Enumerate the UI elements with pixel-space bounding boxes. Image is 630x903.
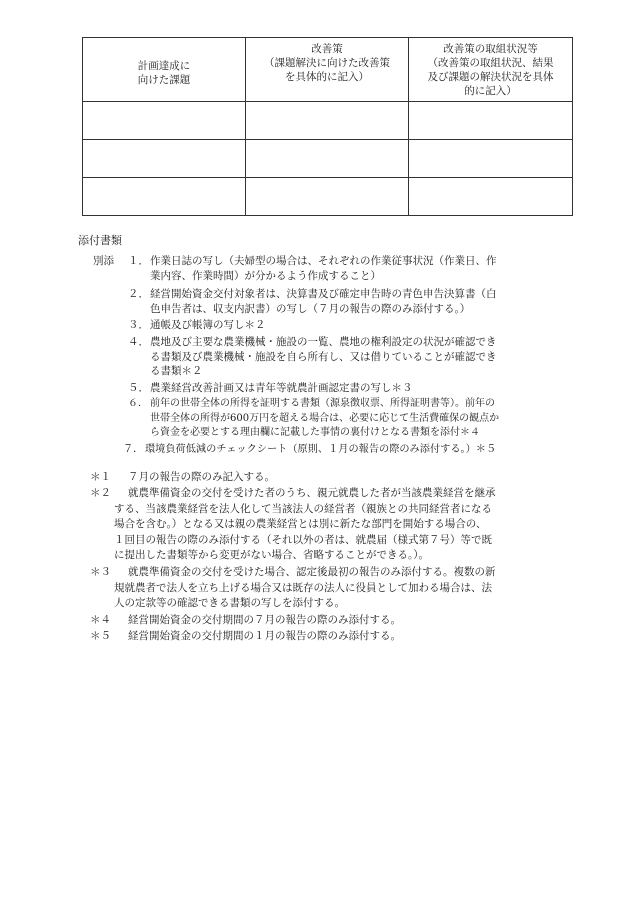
footnote-line: に提出した書類等から変更がない場合、省略することができる。）。 bbox=[114, 549, 429, 561]
table-cell[interactable] bbox=[246, 140, 409, 178]
attachment-line: ら資金を必要とする理由欄に記載した事情の裏付けとなる書類を添付＊４ bbox=[150, 427, 480, 438]
header-improvement bbox=[246, 38, 409, 102]
attachments-heading: 添付書類 bbox=[78, 234, 122, 247]
table-row bbox=[83, 178, 573, 216]
attachment-number: １． bbox=[128, 255, 149, 267]
table-cell[interactable] bbox=[246, 102, 409, 140]
attachment-line: 経営開始資金交付対象者は、決算書及び確定申告時の青色申告決算書（白 bbox=[150, 288, 497, 300]
table-row bbox=[83, 140, 573, 178]
footnote-mark: ＊１ bbox=[90, 471, 111, 483]
attachment-line: 環境負荷低減のチェックシート（原則、１月の報告の際のみ添付する。）＊５ bbox=[145, 444, 497, 455]
header-line: 及び課題の解決状況を具体 bbox=[427, 71, 554, 83]
header-line: 計画達成に bbox=[137, 59, 191, 72]
footnote-mark: ＊２ bbox=[90, 487, 111, 499]
table-cell[interactable] bbox=[409, 178, 573, 216]
footnote-line: する、当該農業経営を法人化して当該法人の経営者（親族との共同経営者になる bbox=[114, 502, 492, 515]
header-line: 改善策 bbox=[311, 43, 343, 55]
table-header-row bbox=[83, 38, 573, 102]
header-issues bbox=[83, 38, 246, 102]
table-cell[interactable] bbox=[83, 102, 246, 140]
attachment-number: ３． bbox=[128, 319, 149, 331]
improvement-plan-table bbox=[82, 37, 573, 216]
attachment-line: 前年の世帯全体の所得を証明する書類（源泉徴収票、所得証明書等）。前年の bbox=[150, 398, 495, 409]
attachment-line: 通帳及び帳簿の写し＊２ bbox=[150, 319, 266, 331]
attachment-line: 農業経営改善計画又は青年等就農計画認定書の写し＊３ bbox=[150, 382, 413, 394]
footnote-line: ７月の報告の際のみ記入する。 bbox=[128, 471, 275, 483]
attachment-line: 色申告者は、収支内訳書）の写し（７月の報告の際のみ添付する。） bbox=[150, 302, 471, 315]
header-line: （課題解決に向けた改善策 bbox=[264, 57, 390, 69]
header-line: を具体的に記入） bbox=[285, 71, 369, 83]
footnote-line: １回目の報告の際のみ添付する（それ以外の者は、就農届（様式第７号）等で既 bbox=[114, 533, 492, 546]
header-line: （改善策の取組状況、結果 bbox=[427, 57, 554, 69]
footnote-line: 就農準備資金の交付を受けた者のうち、親元就農した者が当該農業経営を継承 bbox=[128, 487, 496, 499]
table-cell[interactable] bbox=[409, 140, 573, 178]
footnote-line: 就農準備資金の交付を受けた場合、認定後最初の報告のみ添付する。複数の新 bbox=[128, 566, 496, 578]
header-progress bbox=[409, 38, 573, 102]
attachments-prefix: 別添 bbox=[93, 255, 114, 267]
footnote-mark: ＊４ bbox=[90, 614, 111, 626]
table-cell[interactable] bbox=[246, 178, 409, 216]
attachment-line: る書類＊２ bbox=[150, 365, 203, 377]
footnote-line: 経営開始資金の交付期間の７月の報告の際のみ添付する。 bbox=[128, 614, 401, 626]
table-cell[interactable] bbox=[83, 178, 246, 216]
table-cell[interactable] bbox=[409, 102, 573, 140]
footnote-mark: ＊５ bbox=[90, 630, 111, 642]
table-row bbox=[83, 102, 573, 140]
header-line: 改善策の取組状況等 bbox=[443, 43, 538, 55]
table-cell[interactable] bbox=[83, 140, 246, 178]
attachment-line: る書類及び農業機械・施設を自ら所有し、又は借りていることが確認でき bbox=[150, 350, 497, 363]
attachment-line: 作業日誌の写し（夫婦型の場合は、それぞれの作業従事状況（作業日、作 bbox=[150, 255, 497, 267]
attachment-number: ６． bbox=[128, 398, 148, 409]
attachment-number: ２． bbox=[128, 288, 149, 300]
footnote-line: 人の定款等の確認できる書類の写しを添付する。 bbox=[114, 597, 345, 609]
attachment-number: ７． bbox=[123, 444, 144, 455]
footnote-line: 場合を含む。）となる又は親の農業経営とは別に新たな部門を開始する場合の、 bbox=[114, 518, 487, 530]
attachment-line: 農地及び主要な農業機械・施設の一覧、農地の権利設定の状況が確認でき bbox=[150, 336, 497, 348]
attachment-number: ４． bbox=[128, 336, 149, 348]
footnote-mark: ＊３ bbox=[90, 566, 111, 578]
footnote-line: 経営開始資金の交付期間の１月の報告の際のみ添付する。 bbox=[128, 630, 401, 642]
header-line: 向けた課題 bbox=[137, 73, 191, 86]
footnote-line: 規就農者で法人を立ち上げる場合又は既存の法人に役員として加わる場合は、法 bbox=[114, 581, 492, 594]
header-line: 的に記入） bbox=[464, 85, 517, 97]
attachment-number: ５． bbox=[128, 382, 149, 394]
attachment-line: 世帯全体の所得が600万円を超える場合は、必要に応じて生活費確保の観点か bbox=[150, 412, 500, 424]
attachment-line: 業内容、作業時間）が分かるよう作成すること） bbox=[150, 269, 381, 282]
